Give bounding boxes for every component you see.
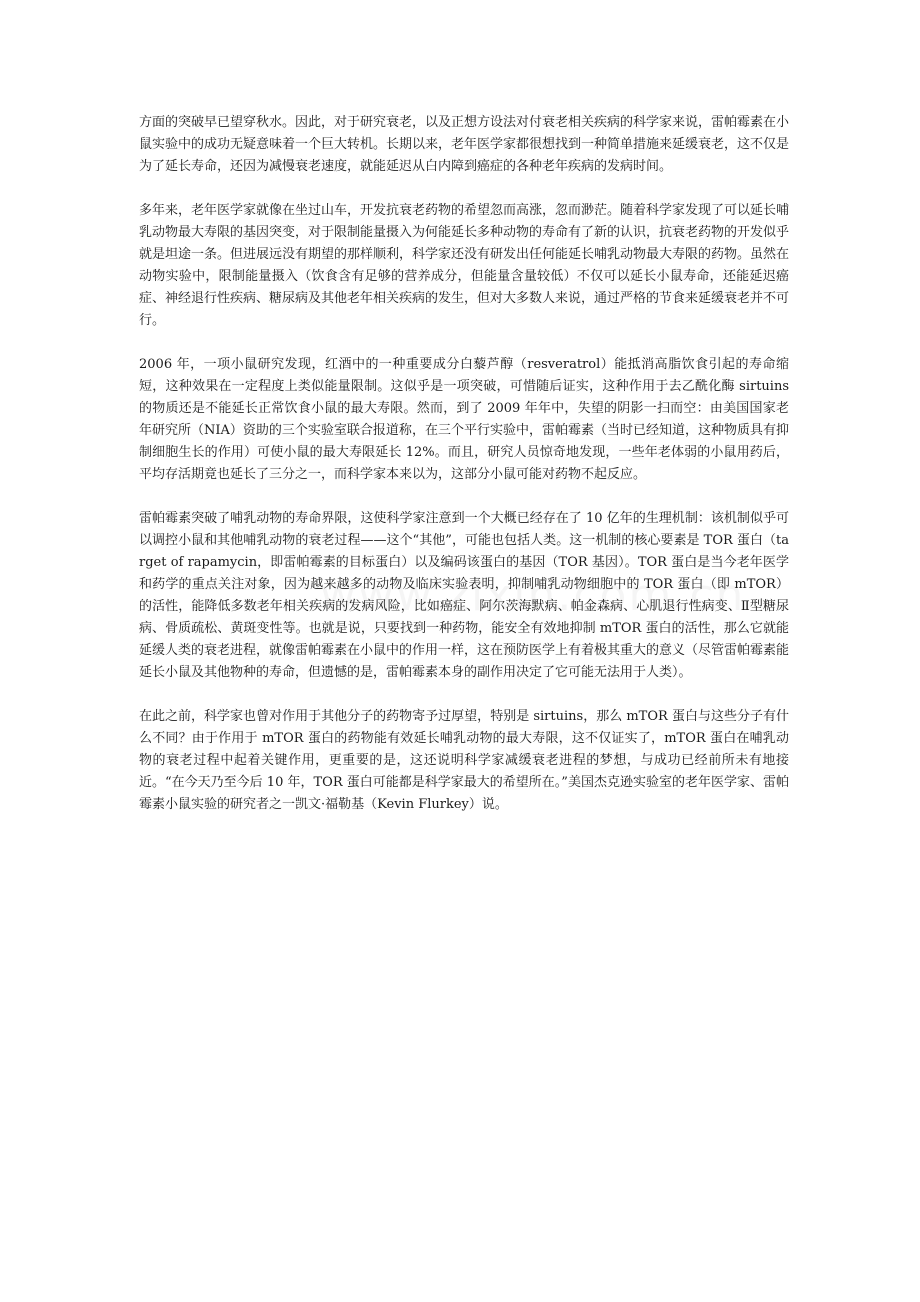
paragraph-5: 在此之前，科学家也曾对作用于其他分子的药物寄予过厚望，特别是 sirtuins，那么 mTOR 蛋白与这些分子有什么不同？由于作用于 mTOR 蛋白的药物能有效延长哺乳动物的最大寿限，这不仅证实了，mTOR 蛋白在哺乳动物的衰老过程中起着关键作用，更重要的是，这还说明科学家减缓衰老进程的梦想，与成功已经前所未有地接近。“在今天乃至今后 10 年，TOR 蛋白可能都是科学家最大的希望所在。”美国杰克逊实验室的老年医学家、雷帕霉素小鼠实验的研究者之一凯文·福勒基（Kevin Flurkey）说。: [139, 709, 789, 812]
paragraph-2: 多年来，老年医学家就像在坐过山车，开发抗衰老药物的希望忽而高涨，忽而渺茫。随着科学家发现了可以延长哺乳动物最大寿限的基因突变，对于限制能量摄入为何能延长多种动物的寿命有了新的认识，抗衰老药物的开发似乎就是坦途一条。但进展远没有期望的那样顺利，科学家还没有研发出任何能延长哺乳动物最大寿限的药物。虽然在动物实验中，限制能量摄入（饮食含有足够的营养成分，但能量含量较低）不仅可以延长小鼠寿命，还能延迟癌症、神经退行性疾病、糖尿病及其他老年相关疾病的发生，但对大多数人来说，通过严格的节食来延缓衰老并不可行。: [139, 203, 790, 328]
paragraph-3: 2006 年，一项小鼠研究发现，红酒中的一种重要成分白藜芦醇（resveratrol）能抵消高脂饮食引起的寿命缩短，这种效果在一定程度上类似能量限制。这似乎是一项突破，可惜随后证实，这种作用于去乙酰化酶 sirtuins 的物质还是不能延长正常饮食小鼠的最大寿限。然而，到了 2009 年年中，失望的阴影一扫而空：由美国国家老年研究所（NIA）资助的三个实验室联合报道称，在三个平行实验中，雷帕霉素（当时已经知道，这种物质具有抑制细胞生长的作用）可使小鼠的最大寿限延长 12%。而且，研究人员惊奇地发现，一些年老体弱的小鼠用药后，平均存活期竟也延长了三分之一，而科学家本来以为，这部分小鼠可能对药物不起反应。: [139, 357, 789, 482]
article-body: [139, 112, 789, 838]
paragraph-1: 方面的突破早已望穿秋水。因此，对于研究衰老，以及正想方设法对付衰老相关疾病的科学家来说，雷帕霉素在小鼠实验中的成功无疑意味着一个巨大转机。长期以来，老年医学家都很想找到一种简单措施来延缓衰老，这不仅是为了延长寿命，还因为减慢衰老速度，就能延迟从白内障到癌症的各种老年疾病的发病时间。: [139, 115, 790, 174]
paragraph-4: 雷帕霉素突破了哺乳动物的寿命界限，这使科学家注意到一个大概已经存在了 10 亿年的生理机制：该机制似乎可以调控小鼠和其他哺乳动物的衰老过程——这个“其他”，可能也包括人类。这一机制的核心要素是 TOR 蛋白（target of rapamycin，即雷帕霉素的目标蛋白）以及编码该蛋白的基因（TOR 基因）。TOR 蛋白是当今老年医学和药学的重点关注对象，因为越来越多的动物及临床实验表明，抑制哺乳动物细胞中的 TOR 蛋白（即 mTOR）的活性，能降低多数老年相关疾病的发病风险，比如癌症、阿尔茨海默病、帕金森病、心肌退行性病变、Ⅱ型糖尿病、骨质疏松、黄斑变性等。也就是说，只要找到一种药物，能安全有效地抑制 mTOR 蛋白的活性，那么它就能延缓人类的衰老进程，就像雷帕霉素在小鼠中的作用一样，这在预防医学上有着极其重大的意义（尽管雷帕霉素能延长小鼠及其他物种的寿命，但遗憾的是，雷帕霉素本身的副作用决定了它可能无法用于人类）。: [139, 511, 790, 680]
